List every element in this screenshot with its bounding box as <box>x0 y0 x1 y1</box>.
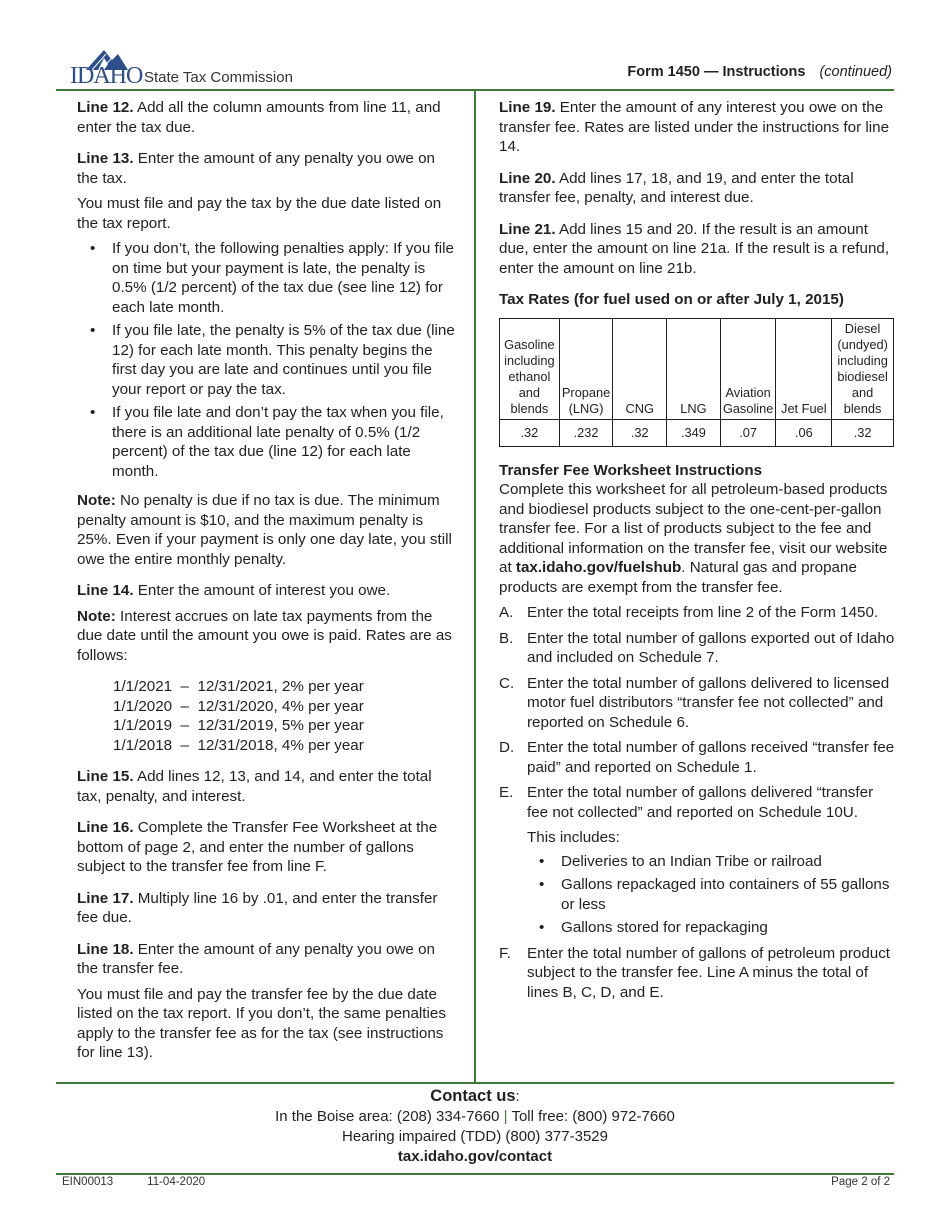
list-item: C. Enter the total number of gallons delivered to licensed motor fuel distributors “transfer fee not collected” and reported on Schedule 6. <box>499 674 890 731</box>
line-15-instruction: Line 15. Add lines 12, 13, and 14, and enter the total tax, penalty, and interest. <box>77 768 432 805</box>
form-code: EIN00013 <box>62 1176 114 1188</box>
tax-rates-title: Tax Rates (for fuel used on or after July 1, 2015) <box>499 291 844 308</box>
fuelshub-link[interactable]: tax.idaho.gov/fuelshub <box>515 559 682 576</box>
table-cell: .06 <box>776 419 832 446</box>
list-item: E. Enter the total number of gallons delivered “transfer fee not collected” and reported on Schedule 10U. This includes: • Deliveries to an Indian Tribe or railroad • Gallons repackaged into containers of 55 gallons or less • Gallons stored for repackaging <box>499 783 897 938</box>
continued-label: (continued) <box>819 64 892 80</box>
footer-divider-top <box>56 1082 894 1084</box>
table-row <box>500 419 894 446</box>
page-header <box>68 44 892 90</box>
footer-meta <box>62 1176 890 1188</box>
contact-title: Contact us: <box>430 1087 520 1105</box>
interest-rates-list <box>113 677 455 755</box>
list-item: • If you file late and don’t pay the tax when you file, there is an additional late penalty of 0.5% (1/2 percent) of the tax due (line 12) for each late month. <box>77 403 455 481</box>
logo-org-name: State Tax Commission <box>144 69 293 86</box>
list-item: 1/1/2019 – 12/31/2019, 5% per year <box>113 717 364 734</box>
contact-tdd: Hearing impaired (TDD) (800) 377-3529 <box>342 1128 608 1145</box>
line-19-instruction: Line 19. Enter the amount of any interest you owe on the transfer fee. Rates are listed under the instructions for line 14. <box>499 99 890 155</box>
transfer-fee-intro: Complete this worksheet for all petroleum-based products and biodiesel products subject to the one-cent-per-gallon transfer fee. For a list of products subject to the fee and additional information on the transfer fee, visit our website at tax.idaho.gov/fuelshub. Natural gas and propane products are exempt from the transfer fee. <box>499 481 888 596</box>
table-header-cell: Propane (LNG) <box>559 318 613 419</box>
line-12-instruction: Line 12. Add all the column amounts from line 11, and enter the tax due. <box>77 99 441 136</box>
table-header-cell: CNG <box>613 318 667 419</box>
contact-link[interactable]: tax.idaho.gov/contact <box>397 1148 553 1165</box>
column-divider <box>474 90 476 1082</box>
footer-divider-bottom <box>56 1173 894 1175</box>
line-18-due-date-text: You must file and pay the transfer fee by the due date listed on the tax report. If you don’t, the same penalties apply to the transfer fee as for the tax (see instructions for line 13). <box>77 985 446 1061</box>
list-item: 1/1/2021 – 12/31/2021, 2% per year <box>113 678 364 695</box>
table-cell: .07 <box>720 419 776 446</box>
transfer-fee-title: Transfer Fee Worksheet Instructions <box>499 461 763 479</box>
idaho-logo <box>68 48 293 88</box>
line-16-instruction: Line 16. Complete the Transfer Fee Worksheet at the bottom of page 2, and enter the number of gallons subject to the transfer fee from line F. <box>77 819 438 875</box>
table-cell: .32 <box>832 419 894 446</box>
list-item: 1/1/2020 – 12/31/2020, 4% per year <box>113 697 364 715</box>
list-item: • Gallons stored for repackaging <box>535 918 897 938</box>
form-date: 11-04-2020 <box>147 1176 206 1188</box>
tax-rates-table <box>499 318 894 447</box>
line-13-due-date-text: You must file and pay the tax by the due date listed on the tax report. <box>77 195 442 232</box>
line-17-instruction: Line 17. Multiply line 16 by .01, and enter the transfer fee due. <box>77 889 438 926</box>
right-column <box>499 98 897 1008</box>
contact-phones: In the Boise area: (208) 334-7660 | Toll free: (800) 972-7660 <box>275 1108 675 1125</box>
list-item: A. Enter the total receipts from line 2 of the Form 1450. <box>499 604 879 621</box>
logo-wordmark: IDAHO <box>70 63 143 89</box>
form-title-text: Form 1450 — Instructions <box>627 64 806 80</box>
line-13-instruction: Line 13. Enter the amount of any penalty you owe on the tax. <box>77 150 435 187</box>
worksheet-steps <box>499 603 897 1002</box>
table-cell: .232 <box>559 419 613 446</box>
table-cell: .349 <box>667 419 721 446</box>
table-header-cell: Diesel (undyed) including biodiesel and blends <box>832 318 894 419</box>
table-header-cell: LNG <box>667 318 721 419</box>
list-item: F. Enter the total number of gallons of petroleum product subject to the transfer fee. Line A minus the total of lines B, C, D, and E. <box>499 944 891 1001</box>
penalty-list <box>77 239 455 481</box>
list-item: 1/1/2018 – 12/31/2018, 4% per year <box>113 736 364 754</box>
page-number: Page 2 of 2 <box>831 1176 890 1188</box>
list-item: • If you don’t, the following penalties apply: If you file on time but your payment is late, the penalty is 0.5% (1/2 percent) of the tax due (see line 12) for each late month. <box>77 239 455 317</box>
form-title <box>627 64 892 80</box>
table-cell: .32 <box>500 419 560 446</box>
list-item: • If you file late, the penalty is 5% of the tax due (line 12) for each late month. This penalty begins the first day you are late and continues until you file your report or pay the tax. <box>77 321 455 399</box>
interest-note: Note: Interest accrues on late tax payments from the due date until the amount you owe is paid. Rates are as follows: <box>77 607 452 664</box>
table-header-cell: Gasoline including ethanol and blends <box>500 318 560 419</box>
line-21-instruction: Line 21. Add lines 15 and 20. If the result is an amount due, enter the amount on line 21a. If the result is a refund, enter the amount on line 21b. <box>499 220 890 277</box>
line-20-instruction: Line 20. Add lines 17, 18, and 19, and enter the total transfer fee, penalty, and interest due. <box>499 169 854 206</box>
left-column <box>77 98 455 1075</box>
line-18-instruction: Line 18. Enter the amount of any penalty you owe on the transfer fee. <box>77 940 435 977</box>
table-header-cell: Aviation Gasoline <box>720 318 776 419</box>
list-item: B. Enter the total number of gallons exported out of Idaho and included on Schedule 7. <box>499 629 895 666</box>
list-item: • Deliveries to an Indian Tribe or railroad <box>535 852 897 872</box>
list-item: D. Enter the total number of gallons received “transfer fee paid” and reported on Schedule 1. <box>499 739 895 776</box>
table-cell: .32 <box>613 419 667 446</box>
list-item: • Gallons repackaged into containers of 55 gallons or less <box>535 875 897 914</box>
e-includes-list <box>535 852 897 938</box>
line-14-instruction: Line 14. Enter the amount of interest you owe. <box>77 582 391 599</box>
e-includes-label: This includes: <box>527 829 620 846</box>
table-header-row <box>500 318 894 419</box>
table-header-cell: Jet Fuel <box>776 318 832 419</box>
contact-block <box>0 1086 950 1167</box>
penalty-note: Note: No penalty is due if no tax is due. The minimum penalty amount is $10, and the maximum penalty is 25%. Even if your payment is only one day late, you still owe the entire monthly penalty. <box>77 492 452 568</box>
